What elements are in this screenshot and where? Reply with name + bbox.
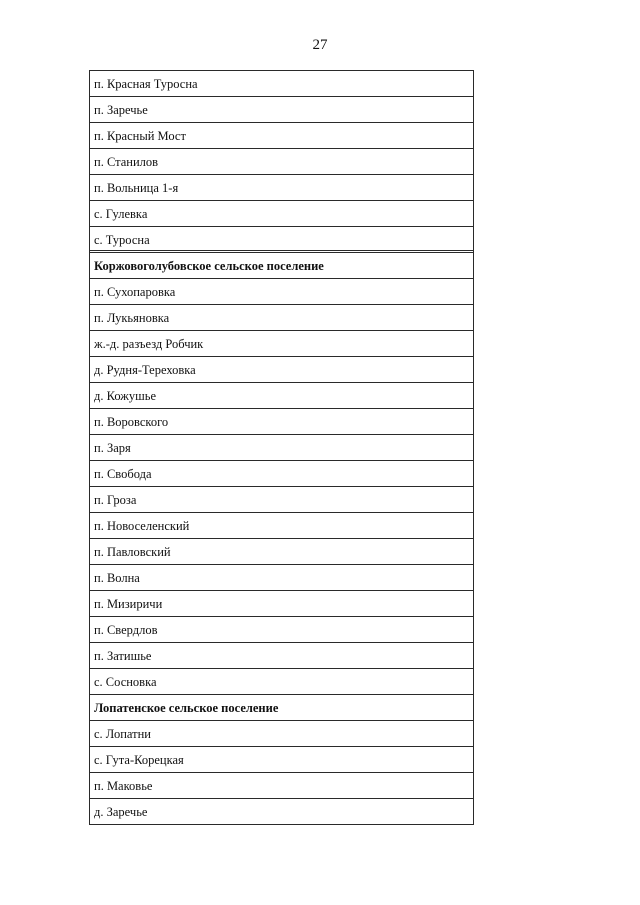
settlement-row: п. Лукьяновка [90, 305, 473, 331]
settlement-row: с. Гулевка [90, 201, 473, 227]
settlement-row: п. Маковье [90, 773, 473, 799]
settlement-row: д. Рудня-Тереховка [90, 357, 473, 383]
settlement-row: ж.-д. разъезд Робчик [90, 331, 473, 357]
settlement-row: п. Воровского [90, 409, 473, 435]
settlement-row: п. Заря [90, 435, 473, 461]
settlement-row: с. Гута-Корецкая [90, 747, 473, 773]
settlement-row: п. Красный Мост [90, 123, 473, 149]
section-header-row: Коржовоголубовское сельское поселение [90, 253, 473, 279]
section-header-row: Лопатенское сельское поселение [90, 695, 473, 721]
settlement-row: п. Сухопаровка [90, 279, 473, 305]
settlement-row: с. Туросна [90, 227, 473, 253]
page-number: 27 [312, 37, 328, 53]
settlement-row: п. Свобода [90, 461, 473, 487]
settlement-row: п. Заречье [90, 97, 473, 123]
settlement-row: д. Заречье [90, 799, 473, 825]
settlement-row: п. Красная Туросна [90, 71, 473, 97]
settlement-row: п. Новоселенский [90, 513, 473, 539]
settlement-row: п. Гроза [90, 487, 473, 513]
settlement-row: п. Мизиричи [90, 591, 473, 617]
settlement-row: с. Сосновка [90, 669, 473, 695]
settlement-row: п. Павловский [90, 539, 473, 565]
settlement-row: п. Волна [90, 565, 473, 591]
settlements-table [89, 70, 474, 825]
settlement-row: п. Вольница 1-я [90, 175, 473, 201]
settlement-row: п. Затишье [90, 643, 473, 669]
settlement-row: п. Свердлов [90, 617, 473, 643]
settlement-row: с. Лопатни [90, 721, 473, 747]
settlement-row: д. Кожушье [90, 383, 473, 409]
settlement-row: п. Станилов [90, 149, 473, 175]
